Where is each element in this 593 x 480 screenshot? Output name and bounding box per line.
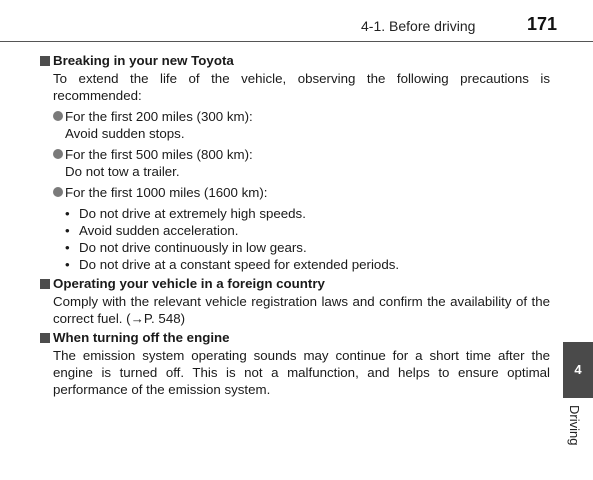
circle-bullet-icon [53, 111, 63, 121]
chapter-tab-label: Driving [567, 405, 582, 446]
section-body: Comply with the relevant vehicle registration laws and confirm the availability of the correct fuel. (→P. 548) [53, 294, 550, 326]
section-heading-text: Operating your vehicle in a foreign country [53, 276, 325, 291]
section-heading-breaking-in [40, 52, 550, 69]
dot-marker: • [65, 257, 70, 272]
header-divider [0, 41, 593, 42]
list-item-lead: For the first 200 miles (300 km): [65, 109, 253, 124]
list-item [53, 184, 550, 201]
square-bullet-icon [40, 333, 50, 343]
section-body: The emission system operating sounds may continue for a short time after the engine is turned off. This is not a malfunction, and helps to ensure optimal performance of the emission system. [53, 348, 550, 397]
sub-list-item: • Do not drive at a constant speed for extended periods. [65, 257, 400, 272]
sub-list-item: • Avoid sudden acceleration. [65, 223, 239, 238]
dot-marker: • [65, 223, 70, 238]
list-item-lead: For the first 1000 miles (1600 km): [65, 185, 268, 200]
chapter-section-title: 4-1. Before driving [361, 18, 476, 34]
square-bullet-icon [40, 56, 50, 66]
page-number: 171 [527, 14, 558, 34]
list-item-text: Do not tow a trailer. [65, 164, 180, 179]
section-heading-text: When turning off the engine [53, 330, 230, 345]
page-header [0, 0, 593, 42]
chapter-tab: 4 [563, 342, 593, 398]
sub-list-item: • Do not drive continuously in low gears. [65, 240, 307, 255]
circle-bullet-icon [53, 149, 63, 159]
section-heading-text: Breaking in your new Toyota [53, 53, 234, 68]
list-item [53, 146, 550, 180]
page-content [40, 52, 550, 398]
list-item [53, 108, 550, 142]
list-item-text: Avoid sudden stops. [65, 126, 185, 141]
sub-list-item: • Do not drive at extremely high speeds. [65, 206, 306, 221]
precaution-sublist [65, 205, 550, 273]
circle-bullet-icon [53, 187, 63, 197]
square-bullet-icon [40, 279, 50, 289]
list-item-lead: For the first 500 miles (800 km): [65, 147, 253, 162]
section-intro: To extend the life of the vehicle, observing the following precautions is recommended: [53, 71, 550, 103]
dot-marker: • [65, 206, 70, 221]
section-heading-engine-off [40, 329, 550, 346]
section-heading-foreign-country [40, 275, 550, 292]
dot-marker: • [65, 240, 70, 255]
